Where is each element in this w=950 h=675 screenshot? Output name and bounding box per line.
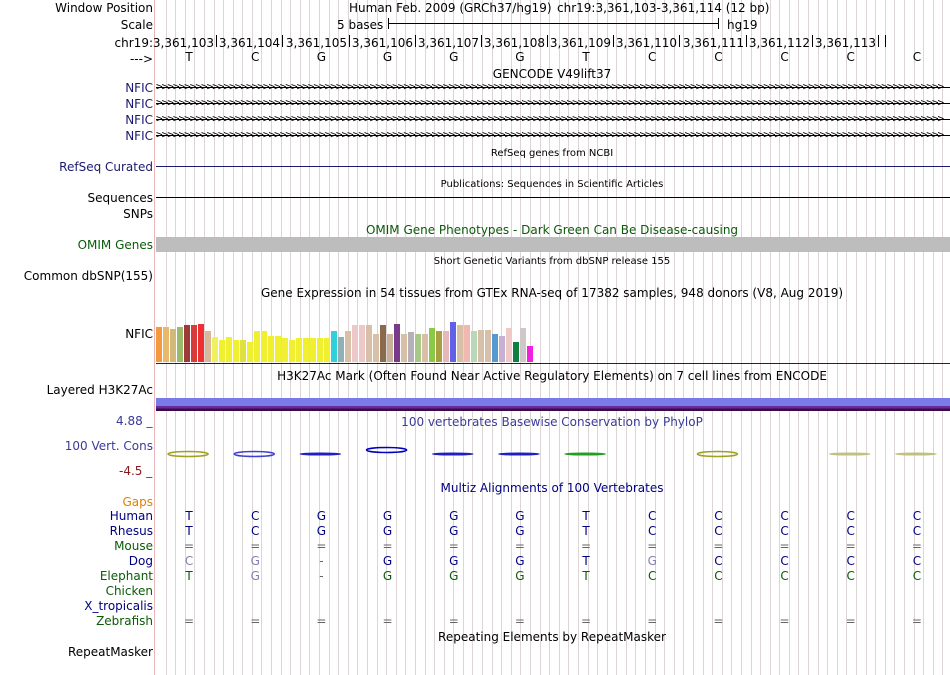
gtex-tissue-bar[interactable] [247,342,253,362]
gtex-tissue-bar[interactable] [408,332,414,362]
publications-line [156,197,950,198]
alignment-base: = [581,614,592,628]
gtex-tissue-bar[interactable] [450,322,456,362]
sequences-label[interactable]: Sequences [87,191,153,205]
phylop-base-score [565,453,605,455]
alignment-base: G [449,554,459,568]
gtex-title: Gene Expression in 54 tissues from GTEx RNA-seq of 17382 samples, 948 donors (V8, Aug 2019) [260,286,844,300]
gtex-tissue-bar[interactable] [513,342,519,362]
alignment-base: T [582,509,590,523]
alignment-base: C [846,569,855,583]
species-label[interactable]: X_tropicalis [84,599,153,613]
coord-tick [282,35,283,47]
gencode-transcript-label[interactable]: NFIC [125,81,153,95]
species-label[interactable]: Elephant [99,569,153,583]
gtex-tissue-bar[interactable] [317,338,323,362]
alignment-base: G [316,509,327,523]
alignment-base: G [515,554,525,568]
gtex-tissue-bar[interactable] [268,336,274,362]
gtex-tissue-bar[interactable] [443,331,449,362]
alignment-base: G [449,524,459,538]
reference-base: T [582,50,590,64]
alignment-base: = [448,539,459,553]
reference-base: C [251,50,260,64]
assembly-title: Human Feb. 2009 (GRCh37/hg19) [349,1,552,15]
alignment-base: C [714,569,723,583]
phylop-base-score [300,453,340,455]
scale-bar [388,23,719,24]
dbsnp-label[interactable]: Common dbSNP(155) [23,269,153,283]
reference-base: G [515,50,525,64]
phylop-base-score [697,452,737,457]
chrom-label: chr19: [114,36,153,50]
alignment-base: = [184,614,195,628]
gtex-tissue-bar[interactable] [401,334,407,362]
alignment-base: G [449,509,459,523]
alignment-base: = [514,614,525,628]
alignment-base: = [382,614,393,628]
alignment-base: = [316,614,327,628]
gtex-tissue-bar[interactable] [275,336,281,362]
gtex-tissue-bar[interactable] [163,327,169,362]
alignment-base: C [780,569,789,583]
gtex-tissue-bar[interactable] [457,325,463,362]
coord-label: 3,361,107 [417,36,479,50]
alignment-base: C [912,569,922,583]
refseq-label[interactable]: RefSeq Curated [59,160,153,174]
gtex-tissue-bar[interactable] [345,331,351,362]
phylop-max: 4.88 _ [116,414,153,428]
gaps-label[interactable]: Gaps [122,495,153,509]
reference-base: G [382,50,393,64]
alignment-base: G [515,524,525,538]
gtex-tissue-bar[interactable] [219,340,225,362]
phylop-signal[interactable] [156,440,950,470]
reference-base: G [316,50,327,64]
gtex-tissue-bar[interactable] [380,325,386,362]
gtex-tissue-bar[interactable] [226,337,232,362]
reference-base: G [449,50,459,64]
gtex-tissue-bar[interactable] [436,331,442,362]
repeatmasker-title: Repeating Elements by RepeatMasker [438,630,666,644]
alignment-base: G [250,569,260,583]
gencode-strand-chevrons: >>>>>>>>>>>>>>>>>>>>>>>>>>>>>>>>>>>>>>>>>>>>>>>>>>>>>>>>>>>>>>>>>>>>>>>>>>>>>>>>>>>>>>>>>>>>>>>>>>>>>>>>>>>>>>>>>>>>>>>>>>>>>>>>>>>>>>>>>>>> [156,112,944,125]
gtex-tissue-bar[interactable] [261,331,267,362]
alignment-base: C [184,554,194,568]
coord-tick [547,35,548,47]
alignment-base: = [779,539,790,553]
alignment-base: = [448,614,459,628]
reference-base: T [185,50,193,64]
gencode-transcript-label[interactable]: NFIC [125,129,153,143]
species-label[interactable]: Dog [128,554,153,568]
alignment-base: G [382,509,393,523]
phylop-title: 100 vertebrates Basewise Conservation by PhyloP [401,415,703,429]
gtex-baseline [156,363,950,364]
alignment-base: T [582,554,590,568]
h3k27ac-label[interactable]: Layered H3K27Ac [46,383,153,397]
gtex-tissue-bar[interactable] [485,330,491,362]
gtex-tissue-bar[interactable] [366,325,372,362]
gtex-tissue-bar[interactable] [527,346,533,362]
alignment-base: = [316,539,327,553]
scale-assembly: hg19 [727,18,758,32]
left-margin-divider [154,0,155,675]
phylop-label[interactable]: 100 Vert. Cons [64,439,153,453]
reference-base: C [780,50,789,64]
gtex-tissue-bar[interactable] [303,338,309,362]
phylop-min: -4.5 _ [119,464,153,478]
gtex-tissue-bar[interactable] [310,338,316,362]
gtex-tissue-bar[interactable] [240,340,246,362]
gtex-tissue-bar[interactable] [429,328,435,362]
gtex-tissue-bar[interactable] [324,338,330,362]
alignment-base: G [382,524,393,538]
species-label[interactable]: Mouse [114,539,153,553]
coord-tick [679,35,680,47]
gtex-tissue-bar[interactable] [359,325,365,362]
alignment-base: = [514,539,525,553]
gtex-gene-label[interactable]: NFIC [125,327,153,341]
phylop-base-score [234,452,274,457]
gtex-tissue-bar[interactable] [205,331,211,362]
alignment-base: = [845,614,856,628]
gencode-strand-chevrons: >>>>>>>>>>>>>>>>>>>>>>>>>>>>>>>>>>>>>>>>>>>>>>>>>>>>>>>>>>>>>>>>>>>>>>>>>>>>>>>>>>>>>>>>>>>>>>>>>>>>>>>>>>>>>>>>>>>>>>>>>>>>>>>>>>>>>>>>>>>> [156,128,944,141]
gtex-tissue-bar[interactable] [296,338,302,362]
alignment-base: T [185,524,193,538]
coord-label: 3,361,106 [351,36,413,50]
coord-tick [349,35,350,47]
coord-tick [812,35,813,47]
gtex-tissue-bar[interactable] [478,330,484,362]
coord-label: 3,361,113 [814,36,876,50]
alignment-base: = [250,539,261,553]
coord-label: 3,361,112 [748,36,810,50]
alignment-base: = [382,539,393,553]
alignment-base: C [780,524,789,538]
alignment-base: C [714,524,723,538]
alignment-base: = [250,614,261,628]
gtex-tissue-bar[interactable] [212,337,218,362]
alignment-base: = [647,614,658,628]
species-label[interactable]: Chicken [105,584,153,598]
h3k27ac-layered-signal[interactable] [156,398,950,411]
coord-tick [481,35,482,47]
phylop-base-score [367,448,407,453]
coord-label: 3,361,111 [682,36,744,50]
alignment-base: - [319,569,324,583]
gtex-tissue-bar[interactable] [289,340,295,362]
alignment-base: C [714,509,723,523]
gencode-transcript-label[interactable]: NFIC [125,97,153,111]
alignment-base: = [581,539,592,553]
refseq-title: RefSeq genes from NCBI [490,148,614,159]
species-label[interactable]: Zebrafish [96,614,153,628]
alignment-base: C [846,524,855,538]
species-label[interactable]: Human [109,509,153,523]
scale-bar-left-tick [388,18,389,29]
alignment-base: C [780,554,789,568]
alignment-base: C [912,554,922,568]
coord-tick [878,35,879,47]
gtex-tissue-bar[interactable] [170,329,176,362]
scale-text: 5 bases [337,18,384,32]
alignment-base: T [185,569,193,583]
gtex-tissue-bar[interactable] [191,325,197,362]
coord-tick [415,35,416,47]
coord-label: 3,361,108 [483,36,545,50]
phylop-base-score [168,452,208,457]
gtex-tissue-bar[interactable] [464,325,470,362]
alignment-base: = [713,539,724,553]
alignment-base: G [382,554,393,568]
gtex-tissue-bar[interactable] [198,324,204,362]
alignment-base: C [912,524,922,538]
alignment-base: - [319,554,324,568]
scale-bar-right-tick [718,18,719,29]
gtex-tissue-bar[interactable] [520,328,526,362]
gtex-tissue-bar[interactable] [282,338,288,362]
alignment-base: T [185,509,193,523]
reference-base: C [846,50,855,64]
phylop-base-score [896,453,936,455]
alignment-base: G [382,569,393,583]
alignment-base: C [846,509,855,523]
alignment-base: = [911,539,922,553]
reference-base: C [912,50,922,64]
gtex-tissue-bar[interactable] [506,328,512,362]
alignment-base: = [647,539,658,553]
repeatmasker-label[interactable]: RepeatMasker [67,645,153,659]
alignment-base: C [648,509,657,523]
coord-tick [216,35,217,47]
gtex-tissue-bar[interactable] [415,334,421,362]
position-text: chr19:3,361,103-3,361,114 (12 bp) [557,1,770,15]
gtex-tissue-bar[interactable] [499,336,505,362]
refseq-line [156,166,950,167]
gencode-title: GENCODE V49lift37 [492,67,612,81]
window-position-label: Window Position [55,1,153,15]
gtex-tissue-bar[interactable] [492,334,498,362]
alignment-base: C [912,509,922,523]
omim-label[interactable]: OMIM Genes [77,238,153,252]
alignment-base: G [515,569,525,583]
alignment-base: G [316,524,327,538]
coord-tick [613,35,614,47]
dbsnp-title: Short Genetic Variants from dbSNP release 155 [433,256,671,267]
alignment-base: T [582,524,590,538]
reference-base: C [648,50,657,64]
coord-tick [746,35,747,47]
phylop-base-score [433,453,473,455]
alignment-base: G [449,569,459,583]
gtex-tissue-bar[interactable] [352,325,358,362]
alignment-base: = [845,539,856,553]
gtex-tissue-bar[interactable] [331,331,337,362]
alignment-base: = [713,614,724,628]
alignment-base: G [250,554,260,568]
alignment-base: G [647,554,657,568]
gtex-tissue-bar[interactable] [156,327,162,362]
gtex-tissue-bar[interactable] [422,334,428,362]
coord-label: 3,361,104 [218,36,280,50]
alignment-base: = [911,614,922,628]
omim-title: OMIM Gene Phenotypes - Dark Green Can Be Disease-causing [365,223,739,237]
gtex-tissue-bar[interactable] [394,324,400,362]
alignment-base: C [846,554,855,568]
publications-title: Publications: Sequences in Scientific Articles [440,179,664,190]
coord-label: 3,361,110 [615,36,677,50]
gtex-tissue-bar[interactable] [184,325,190,362]
coord-tick [885,35,886,47]
alignment-base: C [648,524,657,538]
gtex-tissue-bar[interactable] [338,337,344,362]
gtex-tissue-bar[interactable] [471,331,477,362]
gtex-tissue-bar[interactable] [254,331,260,362]
gencode-strand-chevrons: >>>>>>>>>>>>>>>>>>>>>>>>>>>>>>>>>>>>>>>>>>>>>>>>>>>>>>>>>>>>>>>>>>>>>>>>>>>>>>>>>>>>>>>>>>>>>>>>>>>>>>>>>>>>>>>>>>>>>>>>>>>>>>>>>>>>>>>>>>>> [156,96,944,109]
coord-label: 3,361,105 [285,36,347,50]
coord-label: 3,361,109 [549,36,611,50]
multiz-title: Multiz Alignments of 100 Vertebrates [440,481,664,495]
gencode-strand-chevrons: >>>>>>>>>>>>>>>>>>>>>>>>>>>>>>>>>>>>>>>>>>>>>>>>>>>>>>>>>>>>>>>>>>>>>>>>>>>>>>>>>>>>>>>>>>>>>>>>>>>>>>>>>>>>>>>>>>>>>>>>>>>>>>>>>>>>>>>>>>>> [156,80,944,93]
alignment-base: C [780,509,789,523]
alignment-base: C [714,554,723,568]
gtex-tissue-bar[interactable] [233,340,239,362]
scale-label: Scale [120,18,153,32]
phylop-base-score [499,453,539,455]
alignment-base: T [582,569,590,583]
reference-base: C [714,50,723,64]
species-label[interactable]: Rhesus [109,524,153,538]
gtex-tissue-bar[interactable] [177,327,183,362]
coord-label: 3,361,103 [152,36,214,50]
snps-label[interactable]: SNPs [123,207,153,221]
strand-label: ---> [129,52,153,66]
alignment-base: = [779,614,790,628]
omim-gene-bar[interactable] [156,237,950,252]
alignment-base: C [251,524,260,538]
phylop-base-score [830,453,870,455]
gtex-tissue-bar[interactable] [387,334,393,362]
h3k27ac-title: H3K27Ac Mark (Often Found Near Active Regulatory Elements) on 7 cell lines from ENCODE [277,369,827,383]
alignment-base: C [648,569,657,583]
alignment-base: C [251,509,260,523]
gencode-transcript-label[interactable]: NFIC [125,113,153,127]
gtex-tissue-bar[interactable] [373,334,379,362]
alignment-base: = [184,539,195,553]
alignment-base: G [515,509,525,523]
